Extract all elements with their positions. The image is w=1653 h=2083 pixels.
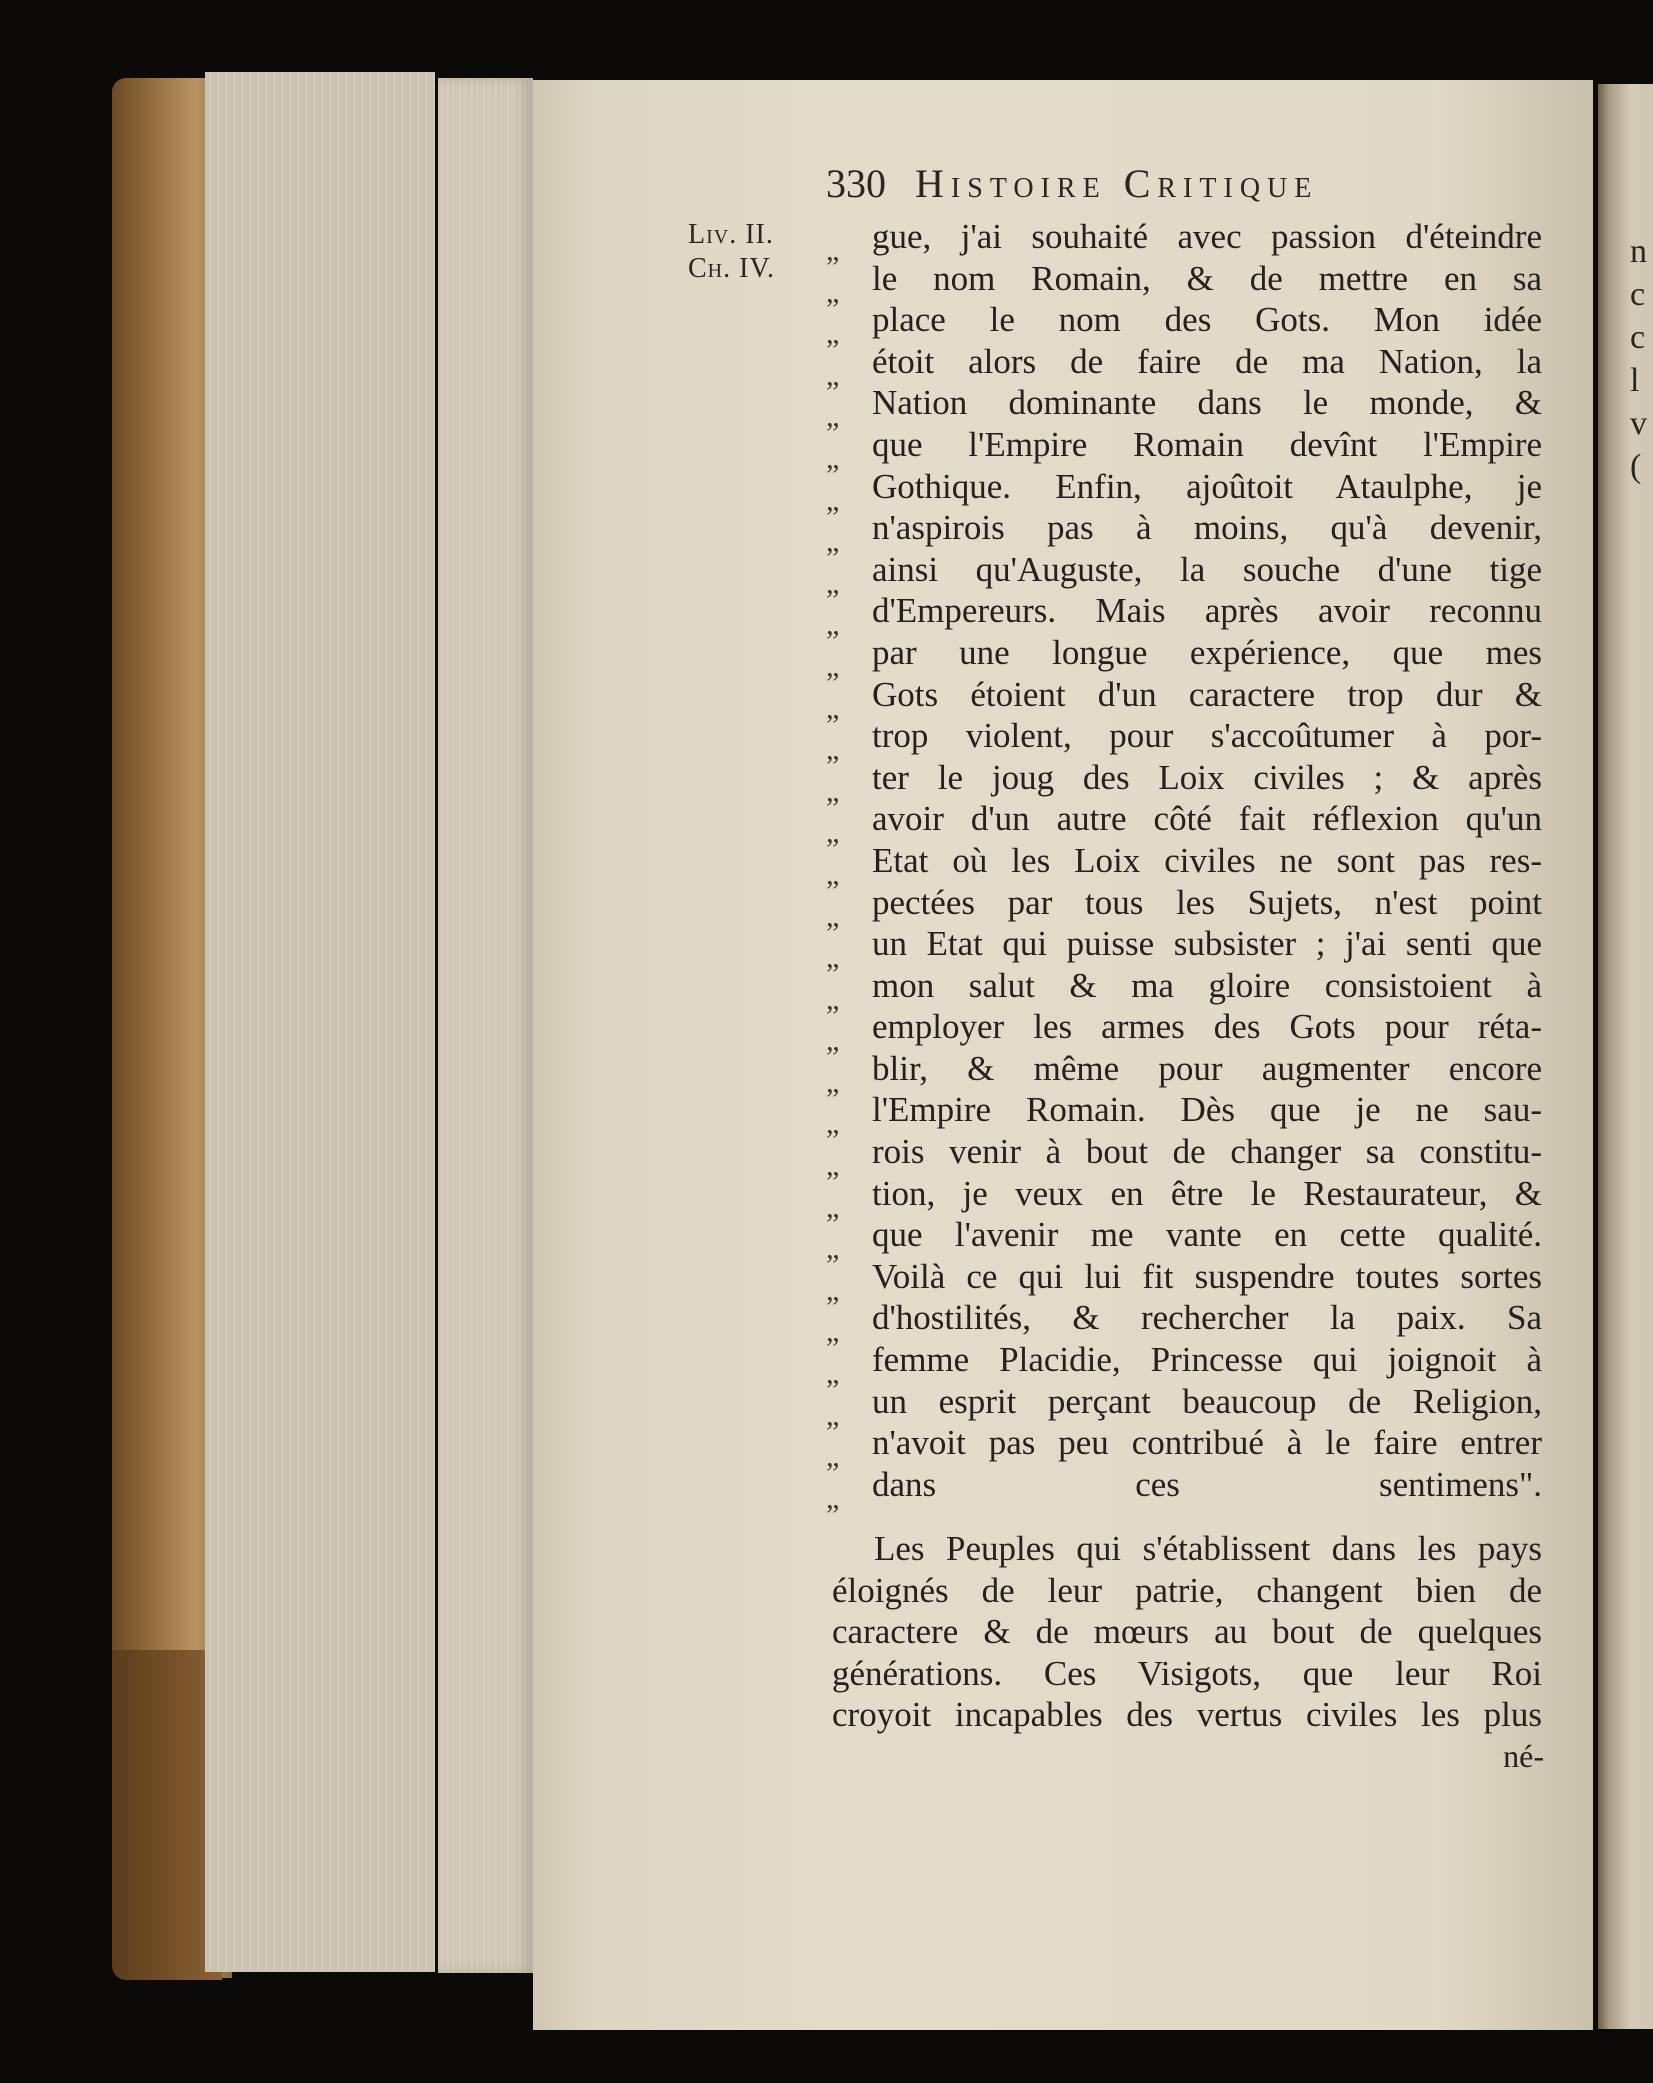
quoted-line: Nation dominante dans le monde, & bbox=[872, 383, 1542, 423]
quoted-line: d'hostilités, & rechercher la paix. Sa bbox=[872, 1298, 1542, 1338]
quotation-mark: „ bbox=[826, 1065, 840, 1099]
paragraph-line: caractere & de mœurs au bout de quelques bbox=[832, 1612, 1542, 1652]
quoted-line: Gots étoient d'un caractere trop dur & bbox=[872, 674, 1542, 714]
quotation-mark: „ bbox=[826, 899, 840, 933]
quotation-mark: „ bbox=[826, 483, 840, 517]
quoted-line: par une longue expérience, que mes bbox=[872, 632, 1542, 672]
quotation-mark: „ bbox=[826, 525, 840, 559]
quotation-mark: „ bbox=[826, 1315, 840, 1349]
quotation-mark: „ bbox=[826, 941, 840, 975]
quoted-line: pectées par tous les Sujets, n'est point bbox=[872, 882, 1542, 922]
facing-page-fragment: c bbox=[1630, 276, 1646, 313]
margin-note-chapter: Ch. IV. bbox=[688, 253, 776, 284]
quoted-line: un Etat qui puisse subsister ; j'ai senti que bbox=[872, 924, 1542, 964]
quotation-mark: „ bbox=[826, 1024, 840, 1058]
quotation-mark: „ bbox=[826, 1273, 840, 1307]
quotation-mark: „ bbox=[826, 857, 840, 891]
quotation-mark: „ bbox=[826, 1440, 840, 1474]
quoted-line: Etat où les Loix civiles ne sont pas res- bbox=[872, 840, 1542, 880]
paragraph-line: éloignés de leur patrie, changent bien de bbox=[832, 1570, 1542, 1610]
quotation-mark: „ bbox=[826, 1398, 840, 1432]
quoted-line: étoit alors de faire de ma Nation, la bbox=[872, 341, 1542, 381]
quotation-mark: „ bbox=[826, 1481, 840, 1515]
quotation-marks-column bbox=[826, 230, 866, 1519]
quotation-mark: „ bbox=[826, 691, 840, 725]
quotation-mark: „ bbox=[826, 1190, 840, 1224]
quoted-line: le nom Romain, & de mettre en sa bbox=[872, 258, 1542, 298]
quoted-line: rois venir à bout de changer sa constitu- bbox=[872, 1132, 1542, 1172]
quoted-passage bbox=[872, 216, 1542, 1505]
facing-page-text bbox=[1630, 230, 1653, 488]
quoted-line: l'Empire Romain. Dès que je ne sau- bbox=[872, 1090, 1542, 1130]
quotation-mark: „ bbox=[826, 1357, 840, 1391]
quoted-line: gue, j'ai souhaité avec passion d'éteindre bbox=[872, 217, 1542, 256]
quoted-line: d'Empereurs. Mais après avoir reconnu bbox=[872, 591, 1542, 631]
quotation-mark: „ bbox=[826, 982, 840, 1016]
facing-page-fragment: v bbox=[1630, 405, 1647, 442]
quoted-line: Gothique. Enfin, ajoûtoit Ataulphe, je bbox=[872, 466, 1542, 506]
margin-note bbox=[688, 218, 775, 286]
paragraph-line: croyoit incapables des vertus civiles les plus bbox=[832, 1695, 1542, 1735]
quotation-mark: „ bbox=[826, 608, 840, 642]
quoted-line: un esprit perçant beaucoup de Religion, bbox=[872, 1381, 1542, 1421]
paragraph-line: générations. Ces Visigots, que leur Roi bbox=[832, 1653, 1542, 1693]
quotation-mark: „ bbox=[826, 774, 840, 808]
quotation-mark: „ bbox=[826, 1149, 840, 1183]
quotation-mark: „ bbox=[826, 1232, 840, 1266]
quoted-line: Voilà ce qui lui fit suspendre toutes sortes bbox=[872, 1256, 1542, 1296]
quoted-line: que l'Empire Romain devînt l'Empire bbox=[872, 424, 1542, 464]
quoted-line: place le nom des Gots. Mon idée bbox=[872, 300, 1542, 340]
quoted-line: que l'avenir me vante en cette qualité. bbox=[872, 1215, 1542, 1255]
quotation-mark: „ bbox=[826, 816, 840, 850]
quoted-line: mon salut & ma gloire consistoient à bbox=[872, 965, 1542, 1005]
quotation-mark: „ bbox=[826, 400, 840, 434]
running-header bbox=[826, 160, 1456, 210]
quoted-line: avoir d'un autre côté fait réflexion qu'un bbox=[872, 799, 1542, 839]
quotation-mark: „ bbox=[826, 275, 840, 309]
quoted-line: trop violent, pour s'accoûtumer à por- bbox=[872, 716, 1542, 756]
quoted-line: ter le joug des Loix civiles ; & après bbox=[872, 757, 1542, 797]
paragraph-line: Les Peuples qui s'établissent dans les pays bbox=[874, 1529, 1542, 1568]
quoted-line: ainsi qu'Auguste, la souche d'une tige bbox=[872, 549, 1542, 589]
paragraph bbox=[832, 1528, 1542, 1736]
quoted-line: tion, je veux en être le Restaurateur, & bbox=[872, 1173, 1542, 1213]
quotation-mark: „ bbox=[826, 358, 840, 392]
quotation-mark: „ bbox=[826, 234, 840, 267]
quoted-line: employer les armes des Gots pour réta- bbox=[872, 1007, 1542, 1047]
facing-page-fragment: n bbox=[1630, 233, 1647, 270]
page-stack-left bbox=[205, 72, 435, 1972]
quotation-mark: „ bbox=[826, 733, 840, 767]
quoted-line: dans ces sentimens". bbox=[872, 1464, 1542, 1504]
quoted-line: n'avoit pas peu contribué à le faire entrer bbox=[872, 1423, 1542, 1463]
quotation-mark: „ bbox=[826, 1107, 840, 1141]
quotation-mark: „ bbox=[826, 441, 840, 475]
facing-page-fragment: l bbox=[1630, 362, 1640, 399]
quotation-mark: „ bbox=[826, 566, 840, 600]
quotation-mark: „ bbox=[826, 649, 840, 683]
facing-page-fragment: ( bbox=[1630, 448, 1642, 485]
page-stack-gutter bbox=[438, 78, 533, 1973]
facing-page-fragment: c bbox=[1630, 319, 1646, 356]
running-title: Histoire Critique bbox=[915, 161, 1319, 206]
quoted-line: blir, & même pour augmenter encore bbox=[872, 1048, 1542, 1088]
quoted-line: n'aspirois pas à moins, qu'à devenir, bbox=[872, 508, 1542, 548]
catchword: né- bbox=[1503, 1738, 1544, 1774]
quotation-mark: „ bbox=[826, 317, 840, 351]
page-number: 330 bbox=[826, 161, 886, 206]
quoted-line: femme Placidie, Princesse qui joignoit à bbox=[872, 1340, 1542, 1380]
margin-note-book: Liv. II. bbox=[688, 219, 774, 250]
